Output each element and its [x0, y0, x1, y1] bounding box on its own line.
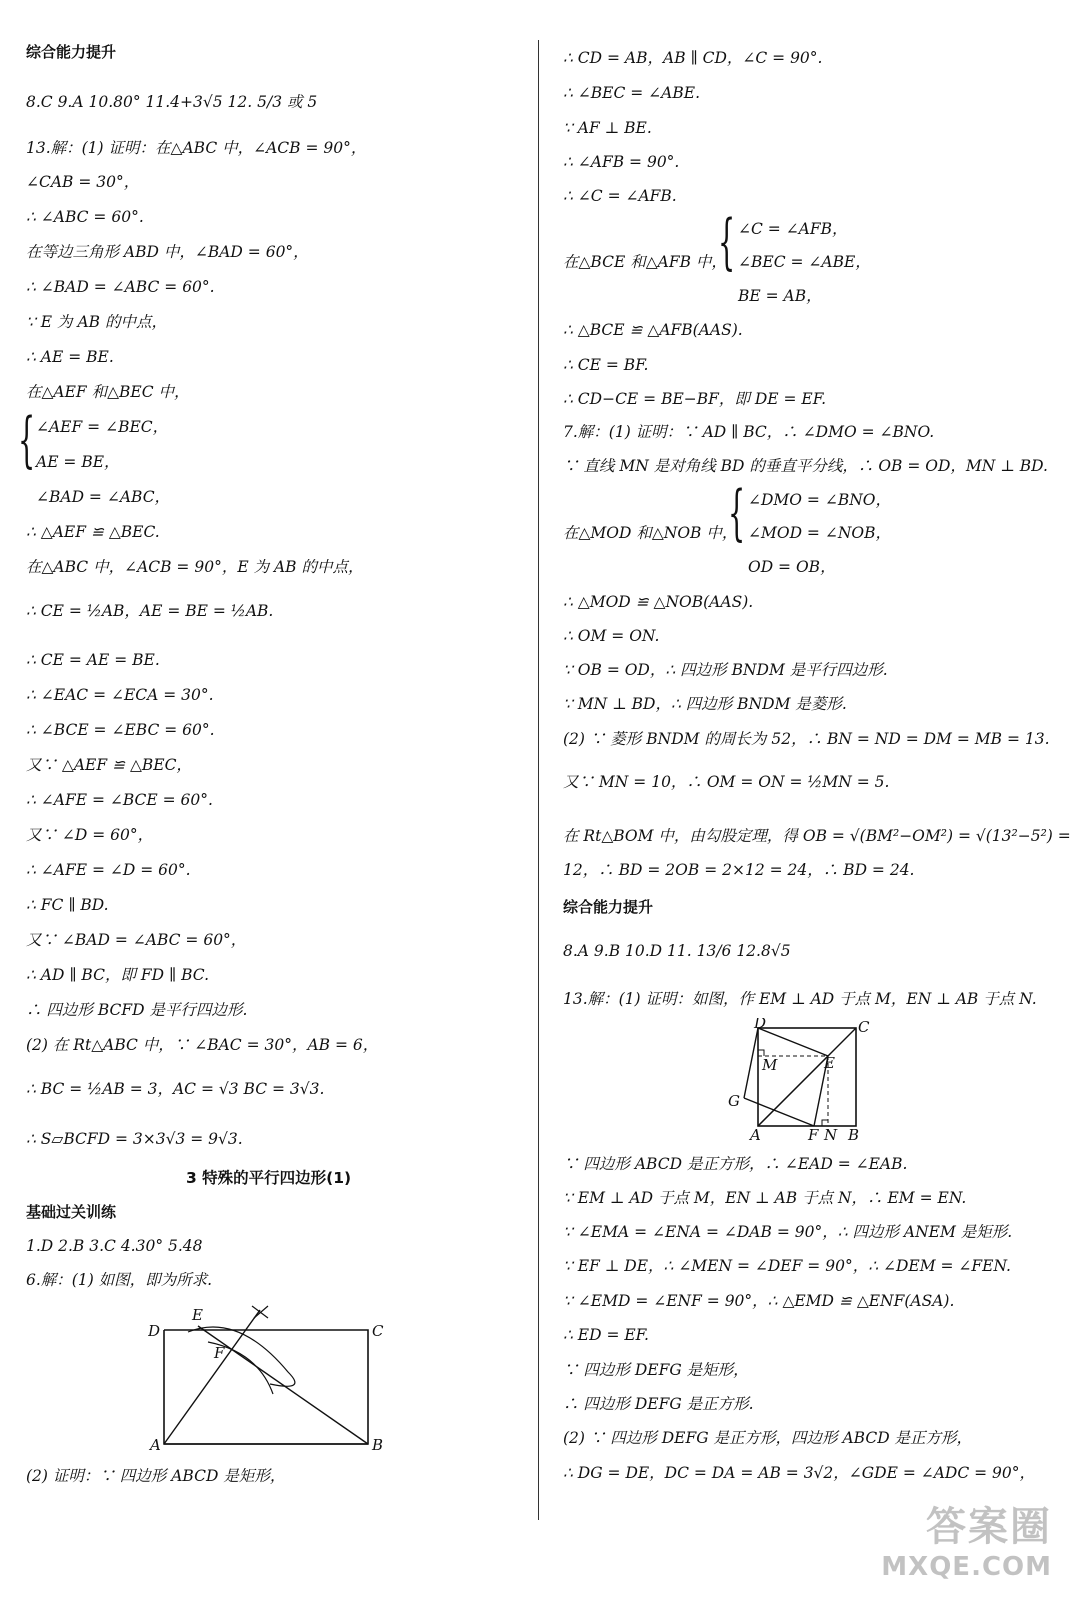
label-d: D	[754, 1018, 767, 1032]
right-text-line: ∵ ∠EMA = ∠ENA = ∠DAB = 90°，∴ 四边形 ANEM 是矩形.	[563, 1223, 1013, 1241]
right-text-line: ∴ OM = ON.	[563, 627, 660, 645]
left-text-line: ∴ △AEF ≌ △BEC.	[26, 523, 160, 541]
left-text-line: (2) 证明：∵ 四边形 ABCD 是矩形，	[26, 1467, 286, 1485]
left-text-line: (2) 在 Rt△ABC 中，∵ ∠BAC = 30°，AB = 6，	[26, 1036, 379, 1054]
left-text-line: AE = BE，	[36, 453, 120, 471]
right-text-line: 在△BCE 和△AFB 中，	[563, 253, 727, 271]
left-text-line: 8.C 9.A 10.80° 11.4+3√5 12. 5/3 或 5	[26, 93, 318, 111]
left-text-line: ∴ ∠BCE = ∠EBC = 60°.	[26, 721, 215, 739]
watermark	[881, 1495, 1052, 1582]
label-a: A	[150, 1436, 161, 1454]
right-text-line: 又∵ MN = 10，∴ OM = ON = ½MN = 5.	[563, 773, 890, 791]
watermark-url: MXQE.COM	[881, 1552, 1052, 1582]
right-text-line: ∠DMO = ∠BNO，	[748, 491, 891, 509]
left-text-line: ∴ CE = AE = BE.	[26, 651, 160, 669]
right-text-line: ∴ ED = EF.	[563, 1326, 649, 1344]
right-text-line: 在 Rt△BOM 中，由勾股定理，得 OB = √(BM²−OM²) = √(13²−5²) =	[563, 827, 1071, 845]
right-text-line: ∵ EM ⊥ AD 于点 M，EN ⊥ AB 于点 N，∴ EM = EN.	[563, 1189, 967, 1207]
right-text-line: ∴ △BCE ≌ △AFB(AAS).	[563, 321, 743, 339]
label-c: C	[372, 1322, 384, 1340]
left-text-line: ∠AEF = ∠BEC，	[36, 418, 169, 436]
label-a: A	[750, 1126, 761, 1142]
right-text-line: ∴ CD = AB，AB ∥ CD，∠C = 90°.	[563, 49, 823, 67]
right-text-line: ∴ DG = DE，DC = DA = AB = 3√2，∠GDE = ∠ADC = 90°，	[563, 1464, 1036, 1482]
label-f: F	[808, 1126, 819, 1142]
left-text-line: ∴ FC ∥ BD.	[26, 896, 109, 914]
left-text-line: 3 特殊的平行四边形(1)	[186, 1169, 352, 1187]
left-text-line: ∴ BC = ½AB = 3，AC = √3 BC = 3√3.	[26, 1080, 325, 1098]
left-text-line: ∴ CE = ½AB，AE = BE = ½AB.	[26, 602, 274, 620]
rectangle-abcd	[164, 1330, 368, 1444]
right-brace-2: {	[728, 478, 746, 548]
square-figure	[728, 1018, 878, 1142]
right-text-line: ∵ 四边形 ABCD 是正方形，∴ ∠EAD = ∠EAB.	[563, 1155, 908, 1173]
left-text-line: ∴ 四边形 BCFD 是平行四边形.	[26, 1001, 248, 1019]
right-text-line: ∵ EF ⊥ DE，∴ ∠MEN = ∠DEF = 90°，∴ ∠DEM = ∠FEN.	[563, 1257, 1011, 1275]
left-text-line: 在△ABC 中，∠ACB = 90°，E 为 AB 的中点，	[26, 558, 364, 576]
label-f: F	[214, 1344, 225, 1362]
left-text-line: ∠BAD = ∠ABC，	[36, 488, 171, 506]
right-text-line: ∴ ∠C = ∠AFB.	[563, 187, 677, 205]
left-text-line: 又∵ △AEF ≌ △BEC，	[26, 756, 192, 774]
right-text-line: 在△MOD 和△NOB 中，	[563, 524, 738, 542]
right-text-line: ∵ MN ⊥ BD，∴ 四边形 BNDM 是菱形.	[563, 695, 847, 713]
left-text-line: ∴ ∠AFE = ∠D = 60°.	[26, 861, 191, 879]
right-text-line: BE = AB，	[738, 287, 822, 305]
right-text-line: ∵ AF ⊥ BE.	[563, 119, 652, 137]
label-b: B	[848, 1126, 860, 1142]
left-text-line: ∴ AD ∥ BC，即 FD ∥ BC.	[26, 966, 209, 984]
right-text-line: ∵ OB = OD，∴ 四边形 BNDM 是平行四边形.	[563, 661, 888, 679]
left-text-line: 6.解：(1) 如图，即为所求.	[26, 1271, 213, 1289]
left-text-line: 又∵ ∠BAD = ∠ABC = 60°，	[26, 931, 247, 949]
right-text-line: ∴ ∠BEC = ∠ABE.	[563, 84, 700, 102]
label-n: N	[824, 1126, 838, 1142]
right-text-line: ∵ ∠EMD = ∠ENF = 90°，∴ △EMD ≌ △ENF(ASA).	[563, 1292, 955, 1310]
left-text-line: ∴ ∠EAC = ∠ECA = 30°.	[26, 686, 214, 704]
left-text-line: ∴ ∠BAD = ∠ABC = 60°.	[26, 278, 215, 296]
right-text-line: ∴ △MOD ≌ △NOB(AAS).	[563, 593, 754, 611]
rectangle-construction-figure	[148, 1302, 398, 1462]
label-e: E	[824, 1054, 835, 1072]
left-text-line: 13.解：(1) 证明：在△ABC 中，∠ACB = 90°，	[26, 139, 367, 157]
right-text-line: 13.解：(1) 证明：如图，作 EM ⊥ AD 于点 M，EN ⊥ AB 于点 N.	[563, 990, 1037, 1008]
label-e: E	[192, 1306, 203, 1324]
left-brace: {	[18, 405, 36, 475]
right-text-line: 8.A 9.B 10.D 11. 13/6 12.8√5	[563, 942, 791, 960]
left-text-line: 综合能力提升	[26, 43, 117, 61]
right-text-line: ∠C = ∠AFB，	[738, 220, 848, 238]
right-text-line: ∵ 直线 MN 是对角线 BD 的垂直平分线，∴ OB = OD，MN ⊥ BD.	[563, 457, 1048, 475]
label-m: M	[762, 1056, 778, 1074]
left-text-line: 在△AEF 和△BEC 中，	[26, 383, 190, 401]
left-text-line: ∵ E 为 AB 的中点，	[26, 313, 167, 331]
left-text-line: 又∵ ∠D = 60°，	[26, 826, 154, 844]
right-text-line: 7.解：(1) 证明：∵ AD ∥ BC，∴ ∠DMO = ∠BNO.	[563, 423, 935, 441]
right-brace-1: {	[718, 207, 736, 277]
label-c: C	[858, 1018, 870, 1036]
left-text-line: 基础过关训练	[26, 1203, 117, 1221]
label-g: G	[728, 1092, 740, 1110]
right-text-line: ∴ CE = BF.	[563, 356, 649, 374]
right-text-line: 综合能力提升	[563, 898, 654, 916]
right-text-line: (2) ∵ 菱形 BNDM 的周长为 52，∴ BN = ND = DM = MB = 13.	[563, 730, 1050, 748]
left-text-line: ∴ ∠AFE = ∠BCE = 60°.	[26, 791, 213, 809]
right-text-line: (2) ∵ 四边形 DEFG 是正方形，四边形 ABCD 是正方形，	[563, 1429, 973, 1447]
left-text-line: ∴ S▱BCFD = 3×3√3 = 9√3.	[26, 1130, 243, 1148]
right-text-line: ∴ ∠AFB = 90°.	[563, 153, 680, 171]
right-text-line: ∴ CD−CE = BE−BF，即 DE = EF.	[563, 390, 827, 408]
right-text-line: 12，∴ BD = 2OB = 2×12 = 24，∴ BD = 24.	[563, 861, 915, 879]
right-text-line: ∵ 四边形 DEFG 是矩形，	[563, 1361, 749, 1379]
label-b: B	[372, 1436, 384, 1454]
right-text-line: ∠MOD = ∠NOB，	[748, 524, 891, 542]
left-text-line: ∴ AE = BE.	[26, 348, 114, 366]
label-d: D	[148, 1322, 161, 1340]
column-divider	[538, 40, 539, 1520]
right-text-line: ∴ 四边形 DEFG 是正方形.	[563, 1395, 754, 1413]
left-text-line: 1.D 2.B 3.C 4.30° 5.48	[26, 1237, 203, 1255]
right-text-line: ∠BEC = ∠ABE，	[738, 253, 871, 271]
watermark-logo-text: 答案圈	[926, 1504, 1052, 1550]
left-text-line: ∠CAB = 30°，	[26, 173, 140, 191]
left-text-line: ∴ ∠ABC = 60°.	[26, 208, 144, 226]
left-text-line: 在等边三角形 ABD 中，∠BAD = 60°，	[26, 243, 309, 261]
right-text-line: OD = OB，	[748, 558, 836, 576]
